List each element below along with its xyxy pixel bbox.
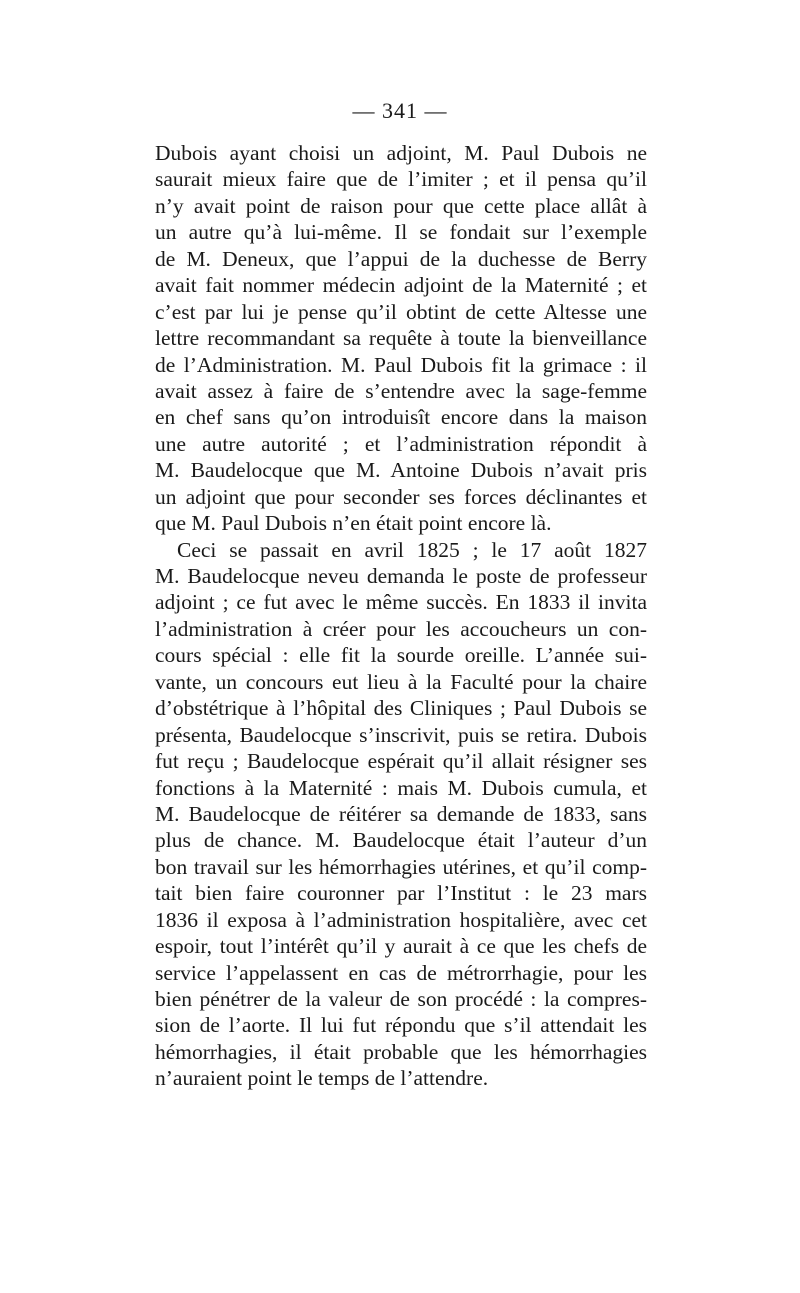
text-line: 1836 il exposa à l’administration hospitalière, avec cet xyxy=(155,907,647,932)
text-line: M. Baudelocque que M. Antoine Dubois n’avait pris xyxy=(155,458,647,483)
text-line: fonctions à la Maternité : mais M. Dubois cumula, et xyxy=(155,775,647,800)
text-line: sion de l’aorte. Il lui fut répondu que s’il attendait les xyxy=(155,1013,647,1038)
text-line: une autre autorité ; et l’administration répondit à xyxy=(155,431,647,456)
paragraph-end-line: que M. Paul Dubois n’en était point encore là. xyxy=(155,511,552,536)
text-line: avait assez à faire de s’entendre avec la sage-femme xyxy=(155,378,647,403)
text-line: un autre qu’à lui-même. Il se fondait sur l’exemple xyxy=(155,220,647,245)
text-line: M. Baudelocque de réitérer sa demande de 1833, sans xyxy=(155,801,647,826)
text-line: bon travail sur les hémorrhagies utérines, et qu’il comp- xyxy=(155,854,647,879)
text-line: de M. Deneux, que l’appui de la duchesse de Berry xyxy=(155,246,647,271)
text-line: de l’Administration. M. Paul Dubois fit la grimace : il xyxy=(155,352,647,377)
page-number: — 341 — xyxy=(352,98,448,123)
text-line: bien pénétrer de la valeur de son procédé : la compres- xyxy=(155,987,647,1011)
text-line: l’administration à créer pour les accoucheurs un con- xyxy=(155,616,647,641)
text-line: service l’appelassent en cas de métrorrhagie, pour les xyxy=(155,960,647,985)
text-line: hémorrhagies, il était probable que les hémorrhagies xyxy=(155,1039,647,1064)
text-line: lettre recommandant sa requête à toute la bienveillance xyxy=(155,326,647,351)
text-line: présenta, Baudelocque s’inscrivit, puis se retira. Dubois xyxy=(155,722,647,747)
text-line: avait fait nommer médecin adjoint de la Maternité ; et xyxy=(155,273,647,298)
text-line: plus de chance. M. Baudelocque était l’auteur d’un xyxy=(155,828,647,853)
text-line: c’est par lui je pense qu’il obtint de cette Altesse une xyxy=(155,299,647,324)
text-line: saurait mieux faire que de l’imiter ; et il pensa qu’il xyxy=(155,167,647,192)
text-line: n’y avait point de raison pour que cette place allât à xyxy=(155,193,647,218)
text-line: adjoint ; ce fut avec le même succès. En 1833 il invita xyxy=(155,590,647,615)
text-line: M. Baudelocque neveu demanda le poste de professeur xyxy=(155,564,647,588)
text-line: espoir, tout l’intérêt qu’il y aurait à ce que les chefs de xyxy=(155,934,647,959)
text-line: vante, un concours eut lieu à la Faculté pour la chaire xyxy=(155,669,647,694)
text-line: cours spécial : elle fit la sourde oreille. L’année sui- xyxy=(155,643,647,668)
text-line: un adjoint que pour seconder ses forces déclinantes et xyxy=(155,484,647,509)
text-line: tait bien faire couronner par l’Institut : le 23 mars xyxy=(155,881,647,906)
paragraph-start-line: Ceci se passait en avril 1825 ; le 17 août 1827 xyxy=(177,537,647,562)
body-text xyxy=(155,140,647,1092)
text-line: d’obstétrique à l’hôpital des Cliniques ; Paul Dubois se xyxy=(155,696,647,721)
text-line: Dubois ayant choisi un adjoint, M. Paul Dubois ne xyxy=(155,141,647,165)
text-line: en chef sans qu’on introduisît encore dans la maison xyxy=(155,405,647,430)
text-line: fut reçu ; Baudelocque espérait qu’il allait résigner ses xyxy=(155,749,647,774)
paragraph-end-line: n’auraient point le temps de l’attendre. xyxy=(155,1066,489,1091)
